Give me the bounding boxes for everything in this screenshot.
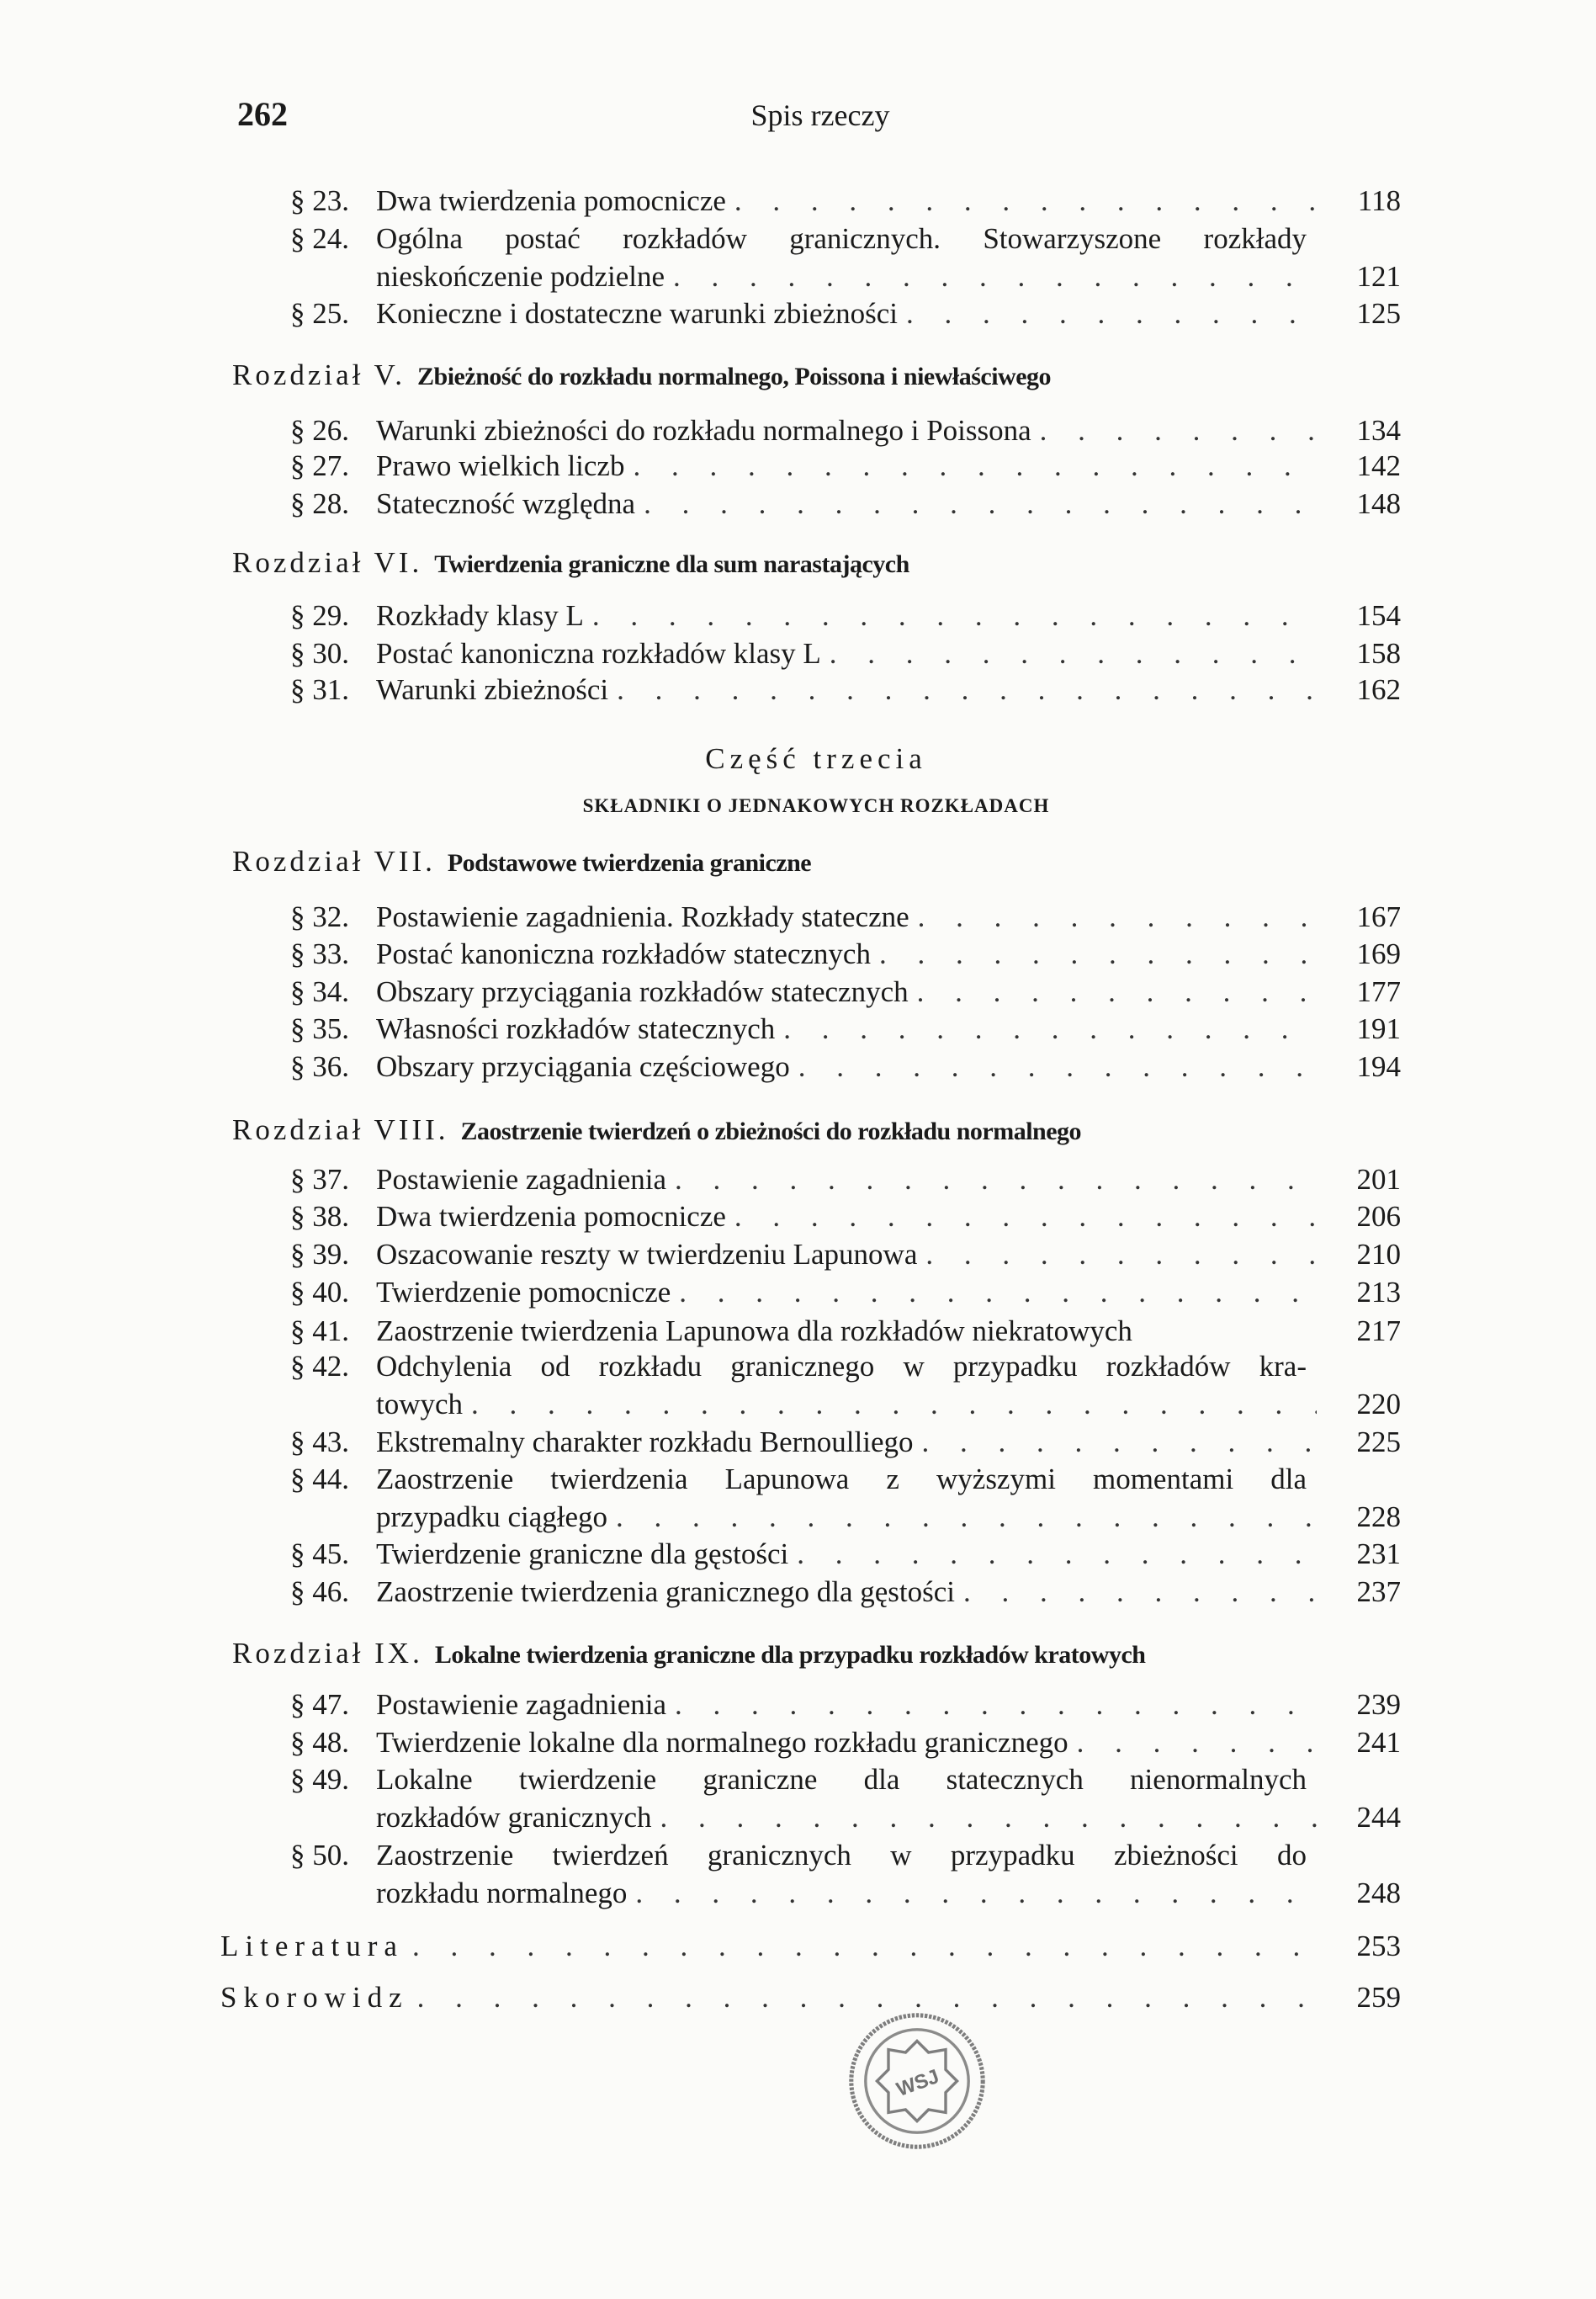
chapter-label: Rozdział VII.: [232, 845, 436, 878]
page-reference[interactable]: 217: [1356, 1314, 1401, 1347]
toc-entry[interactable]: [290, 671, 1401, 709]
dot-leader: [665, 258, 1317, 296]
page-reference[interactable]: 239: [1356, 1688, 1401, 1721]
chapter-label: Rozdział VI.: [232, 546, 423, 579]
toc-entry[interactable]: [290, 1460, 1401, 1535]
entry-title-line: [376, 1010, 1401, 1049]
entry-title-line: [376, 1686, 1401, 1724]
entry-title-line: [376, 1423, 1401, 1462]
toc-entry[interactable]: [290, 182, 1401, 220]
entry-title-line: [376, 973, 1401, 1011]
section-number: § 29.: [290, 599, 349, 632]
part-heading: Część trzecia: [705, 742, 927, 775]
section-number: § 32.: [290, 900, 349, 933]
dot-leader: [463, 1385, 1317, 1424]
section-number: § 47.: [290, 1688, 349, 1721]
page-reference[interactable]: 237: [1356, 1575, 1401, 1608]
toc-entry[interactable]: [290, 898, 1401, 936]
entry-title-line: [376, 1385, 1401, 1424]
entry-title: Zaostrzenie twierdzenia granicznego dla gęstości: [376, 1575, 956, 1608]
back-matter-entry[interactable]: [220, 1978, 1401, 2017]
entry-title-line: [376, 1874, 1401, 1913]
page-reference[interactable]: 210: [1356, 1238, 1401, 1271]
dot-leader: [666, 1686, 1317, 1724]
entry-title: towych: [376, 1387, 464, 1420]
entry-title-line: [376, 220, 1307, 258]
entry-title-line: [376, 1235, 1401, 1274]
section-number: § 42.: [290, 1350, 349, 1383]
entry-title-line: [376, 1160, 1401, 1199]
back-matter-entry[interactable]: [220, 1927, 1401, 1966]
entry-title-line: [376, 1573, 1401, 1611]
entry-title-line: [376, 1498, 1401, 1537]
toc-entry[interactable]: [290, 1160, 1401, 1198]
section-number: § 50.: [290, 1839, 349, 1872]
entry-title-line: [376, 1723, 1401, 1762]
page-reference[interactable]: 248: [1356, 1876, 1401, 1909]
section-number: § 25.: [290, 297, 349, 330]
section-number: § 40.: [290, 1276, 349, 1309]
toc-entry[interactable]: [290, 1048, 1401, 1086]
dot-leader: [775, 1010, 1317, 1049]
section-number: § 24.: [290, 222, 349, 255]
page-reference[interactable]: 241: [1356, 1726, 1401, 1759]
entry-title: Twierdzenie lokalne dla normalnego rozkładu granicznego: [376, 1726, 1068, 1759]
section-number: § 36.: [290, 1050, 349, 1083]
toc-entry[interactable]: [290, 411, 1401, 449]
page-reference[interactable]: 191: [1356, 1012, 1401, 1045]
entry-title: Zaostrzenie twierdzeń granicznych w przypadku zbieżności do: [376, 1839, 1307, 1872]
page-reference[interactable]: 142: [1356, 449, 1401, 482]
chapter-title: Twierdzenia graniczne dla sum narastających: [434, 550, 909, 578]
entry-title: Prawo wielkich liczb: [376, 449, 625, 482]
dot-leader: [607, 1498, 1317, 1537]
section-number: § 45.: [290, 1537, 349, 1570]
entry-title: Postać kanoniczna rozkładów klasy L: [376, 637, 821, 670]
chapter-title: Podstawowe twierdzenia graniczne: [447, 849, 812, 877]
entry-title: Dwa twierdzenia pomocnicze: [376, 184, 726, 217]
page-reference[interactable]: 194: [1356, 1050, 1401, 1083]
toc-entry[interactable]: [290, 1010, 1401, 1048]
page-reference[interactable]: 167: [1356, 900, 1401, 933]
entry-title: rozkładu normalnego: [376, 1876, 628, 1909]
entry-title: Stateczność względna: [376, 487, 636, 520]
dot-leader: [909, 898, 1317, 937]
entry-title-line: [376, 1273, 1401, 1312]
chapter-heading[interactable]: [232, 1634, 1145, 1673]
dot-leader: [871, 935, 1317, 974]
page-reference[interactable]: 201: [1356, 1163, 1401, 1196]
entry-title-line: [376, 258, 1401, 296]
section-number: § 46.: [290, 1575, 349, 1608]
back-matter-title: Skorowidz: [220, 1981, 409, 2014]
page-reference[interactable]: 225: [1356, 1426, 1401, 1458]
dot-leader: [584, 597, 1317, 635]
toc-entry[interactable]: [290, 1273, 1401, 1311]
dot-leader: [821, 634, 1317, 673]
part-subtitle: SKŁADNIKI O JEDNAKOWYCH ROZKŁADACH: [582, 795, 1050, 816]
entry-title: przypadku ciągłego: [376, 1500, 608, 1533]
toc-entry[interactable]: [290, 1760, 1401, 1835]
page-reference[interactable]: 244: [1356, 1800, 1401, 1834]
toc-entry[interactable]: [290, 1686, 1401, 1723]
entry-title-line: [376, 597, 1401, 635]
section-number: § 38.: [290, 1200, 349, 1233]
dot-leader: [909, 973, 1317, 1011]
section-number: § 34.: [290, 975, 349, 1008]
page-reference[interactable]: 121: [1356, 259, 1401, 293]
page-reference[interactable]: 125: [1356, 297, 1401, 330]
entry-title: Konieczne i dostateczne warunki zbieżności: [376, 297, 899, 330]
entry-title-line: [376, 1798, 1401, 1837]
chapter-label: Rozdział VIII.: [232, 1113, 449, 1146]
section-number: § 30.: [290, 637, 349, 670]
toc-entry[interactable]: [290, 1347, 1401, 1422]
entry-title: Rozkłady klasy L: [376, 599, 584, 632]
page-reference[interactable]: 228: [1356, 1500, 1401, 1533]
entry-title-line: [376, 295, 1401, 333]
dot-leader: [666, 1160, 1317, 1199]
section-number: § 49.: [290, 1763, 349, 1796]
dot-leader: [898, 295, 1317, 333]
page-reference[interactable]: 253: [1356, 1930, 1401, 1962]
entry-title: Zaostrzenie twierdzenia Lapunowa z wyższymi momentami dla: [376, 1463, 1307, 1495]
section-number: § 23.: [290, 184, 349, 217]
entry-title: Warunki zbieżności: [376, 673, 609, 706]
section-number: § 26.: [290, 414, 349, 447]
section-number: § 44.: [290, 1463, 349, 1495]
toc-entry[interactable]: [290, 1836, 1401, 1911]
entry-title: Ogólna postać rozkładów granicznych. Stowarzyszone rozkłady: [376, 222, 1307, 255]
dot-leader: [624, 447, 1317, 486]
page-reference[interactable]: 118: [1357, 184, 1401, 217]
chapter-label: Rozdział IX.: [232, 1637, 423, 1670]
toc-entry[interactable]: [290, 1723, 1401, 1761]
dot-leader: [914, 1423, 1317, 1462]
toc-entry[interactable]: [290, 220, 1401, 295]
dot-leader: [635, 485, 1317, 523]
toc-entry[interactable]: [290, 1312, 1401, 1350]
page-reference[interactable]: 162: [1356, 673, 1401, 706]
dot-leader: [652, 1798, 1318, 1837]
entry-title-line: [376, 1836, 1307, 1875]
entry-title-line: [376, 447, 1401, 486]
dot-leader: [790, 1048, 1317, 1086]
entry-title: Odchylenia od rozkładu granicznego w przypadku rozkładów kra-: [376, 1350, 1307, 1383]
entry-title-line: [376, 182, 1401, 220]
toc-entry[interactable]: [290, 935, 1401, 973]
chapter-heading[interactable]: [232, 356, 1051, 395]
dot-leader: [788, 1535, 1317, 1574]
toc-entry[interactable]: [290, 597, 1401, 634]
entry-title-line: [376, 411, 1401, 450]
dot-leader: [671, 1273, 1317, 1312]
toc-entry[interactable]: [290, 295, 1401, 332]
entry-title-line: [376, 634, 1401, 673]
section-number: § 33.: [290, 937, 349, 970]
dot-leader: [627, 1874, 1317, 1913]
entry-title: Oszacowanie reszty w twierdzeniu Lapunowa: [376, 1238, 918, 1271]
section-number: § 43.: [290, 1426, 349, 1458]
entry-title: nieskończenie podzielne: [376, 259, 665, 293]
section-number: § 37.: [290, 1163, 349, 1196]
back-matter-title: Literatura: [220, 1930, 404, 1962]
page-reference[interactable]: 206: [1356, 1200, 1401, 1233]
page-reference[interactable]: 177: [1356, 975, 1401, 1008]
chapter-label: Rozdział V.: [232, 358, 406, 391]
page-reference[interactable]: 259: [1356, 1981, 1401, 2014]
section-number: § 27.: [290, 449, 349, 482]
toc-entry[interactable]: [290, 1235, 1401, 1273]
running-header: Spis rzeczy: [750, 98, 890, 132]
page-reference[interactable]: 213: [1356, 1276, 1401, 1309]
entry-title: Lokalne twierdzenie graniczne dla statecznych nienormalnych: [376, 1763, 1307, 1796]
entry-title: Ekstremalny charakter rozkładu Bernoulliego: [376, 1426, 914, 1458]
page-reference[interactable]: 169: [1356, 937, 1401, 970]
toc-entry[interactable]: [290, 1573, 1401, 1611]
dot-leader: [608, 671, 1317, 709]
entry-title: Warunki zbieżności do rozkładu normalnego i Poissona: [376, 414, 1031, 447]
chapter-heading[interactable]: [232, 842, 811, 881]
entry-title: Obszary przyciągania rozkładów statecznych: [376, 975, 909, 1008]
entry-title-line: [376, 1535, 1401, 1574]
section-number: § 39.: [290, 1238, 349, 1271]
entry-title-line: [376, 1312, 1401, 1351]
entry-title: Obszary przyciągania częściowego: [376, 1050, 790, 1083]
dot-leader: [726, 182, 1317, 220]
chapter-title: Zbieżność do rozkładu normalnego, Poissona i niewłaściwego: [417, 363, 1052, 390]
chapter-title: Lokalne twierdzenia graniczne dla przypadku rozkładów kratowych: [434, 1641, 1146, 1669]
entry-title-line: [376, 1760, 1307, 1799]
toc-entry[interactable]: [290, 447, 1401, 485]
entry-title-line: [376, 1460, 1307, 1499]
entry-title-line: [376, 485, 1401, 523]
toc-entry[interactable]: [290, 1535, 1401, 1573]
entry-title: Postawienie zagadnienia: [376, 1163, 667, 1196]
dot-leader: [955, 1573, 1317, 1611]
toc-entry[interactable]: [290, 1423, 1401, 1461]
toc-entry[interactable]: [290, 634, 1401, 672]
entry-title-line: [376, 1197, 1401, 1236]
toc-entry[interactable]: [290, 485, 1401, 523]
chapter-title: Zaostrzenie twierdzeń o zbieżności do rozkładu normalnego: [460, 1118, 1082, 1145]
entry-title: Własności rozkładów statecznych: [376, 1012, 776, 1045]
entry-title-line: [376, 898, 1401, 937]
section-number: § 48.: [290, 1726, 349, 1759]
section-number: § 35.: [290, 1012, 349, 1045]
toc-entry[interactable]: [290, 1197, 1401, 1235]
entry-title: Zaostrzenie twierdzenia Lapunowa dla rozkładów niekratowych: [376, 1314, 1132, 1347]
section-number: § 28.: [290, 487, 349, 520]
page-reference[interactable]: 231: [1356, 1537, 1401, 1570]
dot-leader: [1068, 1723, 1317, 1762]
page-reference[interactable]: 148: [1356, 487, 1401, 520]
entry-title-line: [376, 1347, 1307, 1386]
dot-leader: [404, 1927, 1317, 1966]
section-number: § 31.: [290, 673, 349, 706]
entry-title-line: [376, 1048, 1401, 1086]
library-stamp: [846, 2010, 989, 2153]
dot-leader: [917, 1235, 1317, 1274]
page-number: 262: [237, 95, 288, 133]
svg-text:WSJ: WSJ: [893, 2065, 942, 2102]
page-reference[interactable]: 154: [1356, 599, 1401, 632]
page-reference[interactable]: 220: [1356, 1387, 1401, 1420]
dot-leader: [1031, 411, 1317, 450]
entry-title: Postać kanoniczna rozkładów statecznych: [376, 937, 871, 970]
entry-title: Postawienie zagadnienia. Rozkłady stateczne: [376, 900, 909, 933]
chapter-heading[interactable]: [232, 1111, 1081, 1150]
page-reference[interactable]: 158: [1356, 637, 1401, 670]
entry-title: Postawienie zagadnienia: [376, 1688, 667, 1721]
chapter-heading[interactable]: [232, 544, 909, 582]
dot-leader: [726, 1197, 1317, 1236]
entry-title: Twierdzenie graniczne dla gęstości: [376, 1537, 789, 1570]
page-reference[interactable]: 134: [1356, 414, 1401, 447]
entry-title-line: [376, 671, 1401, 709]
entry-title: Twierdzenie pomocnicze: [376, 1276, 671, 1309]
entry-title: rozkładów granicznych: [376, 1800, 652, 1834]
section-number: § 41.: [290, 1314, 349, 1347]
toc-entry[interactable]: [290, 973, 1401, 1011]
entry-title-line: [376, 935, 1401, 974]
entry-title: Dwa twierdzenia pomocnicze: [376, 1200, 726, 1233]
